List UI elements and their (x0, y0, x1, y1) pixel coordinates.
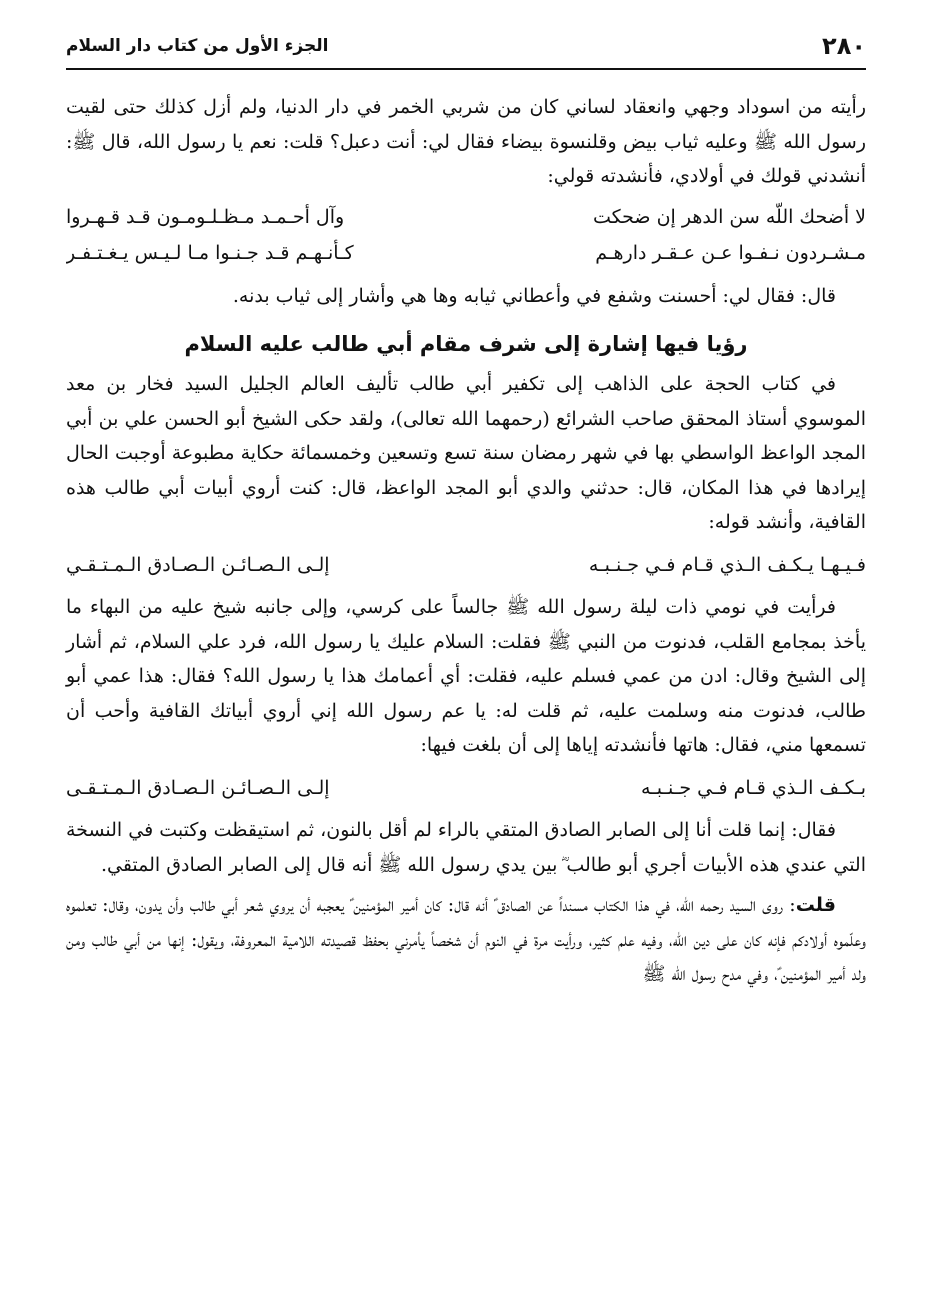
section-intro-paragraph: في كتاب الحجة على الذاهب إلى تكفير أبي طالب تأليف العالم الجليل السيد فخار بن معد الموسوي أستاذ المحقق صاحب الشرائع (رحمهما الله تعالى)، ولقد حكى الشيخ أبو الحسن علي بن أبي المجد الواعظ الواسطي بها في شهر رمضان سنة تسع وتسعين وخمسمائة حكاية مطبوعة أوجبت الحال إيرادها في هذا المكان، قال: حدثني والدي أبو المجد الواعظ، قال: كنت أروي أبيات أبي طالب هذه القافية، وأنشد قوله: (66, 373, 866, 533)
page-number: ٢٨٠ (822, 32, 866, 60)
running-title: الجزء الأول من كتاب دار السلام (66, 36, 329, 56)
final-lead-word: قلت (795, 894, 836, 916)
page-header (66, 30, 866, 70)
section-heading: رؤيا فيها إشارة إلى شرف مقام أبي طالب عليه السلام (184, 332, 748, 356)
verse-line (66, 771, 866, 806)
verse-line (66, 200, 866, 235)
dream-paragraph: فرأيت في نومي ذات ليلة رسول الله ﷺ جالساً على كرسي، وإلى جانبه شيخ عليه من البهاء ما يأخذ بمجامع القلب، فدنوت من النبي ﷺ فقلت: السلام عليك يا رسول الله، فرد علي السلام، ثم أشار إلى الشيخ وقال: ادن من عمي فسلم عليه، فقلت: أي أعمامك هذا يا رسول الله؟ فقال: هذا عمي أبو طالب، فدنوت منه وسلمت عليه، ثم قلت له: يا عم رسول الله إني أروي أبياتك القافية وأحب أن تسمعها مني، فقال: هاتها فأنشدته إياها إلى أن بلغت فيها: (66, 596, 866, 756)
verse-second-hemistich: كـأنـهـم قـد جـنـوا مـا لـيـس يـغـتـفـر (66, 242, 354, 264)
final-paragraph-text: : روى السيد رحمه الله، في هذا الكتاب مسنداً عن الصادق ؑ أنه قال: كان أمير المؤمنين ؑ يعجبه أن يروي شعر أبي طالب وأن يدون، وقال: تعلموه وعلّموه أولادكم فإنه كان على دين الله، وفيه علم كثير، ورأيت مرة في النوم أن شخصاً يأمرني بحفظ قصيدته اللامية المعروفة، ويقول: إنها من أبي طالب ومن ولد أمير المؤمنين ؑ، وفي مدح رسول الله ﷺ (66, 894, 866, 985)
verse-second-hemistich: وآل أحـمـد مـظـلـومـون قـد قـهـروا (66, 205, 345, 228)
verse-first-hemistich: بـكـف الـذي قـام فـي جـنـبـه (640, 776, 866, 799)
opening-paragraph: رأيته من اسوداد وجهي وانعقاد لساني كان من شربي الخمر في دار الدنيا، ولم أزل كذلك حتى لقيت رسول الله ﷺ وعليه ثياب بيض وقلنسوة بيضاء فقال لي: أنت دعبل؟ قلت: نعم يا رسول الله، قال ﷺ: أنشدني قولك في أولادي، فأنشدته قولي: (66, 96, 866, 187)
verse-second-hemistich: إلـى الـصـائـن الـصـادق الـمـتـقـى (66, 776, 330, 799)
book-page (66, 30, 866, 1280)
opening-closing-paragraph: قال: فقال لي: أحسنت وشفع في وأعطاني ثيابه وها هي وأشار إلى ثياب بدنه. (232, 284, 836, 307)
page-body (66, 90, 866, 992)
verse-second-hemistich: إلـى الـصـائـن الـصـادق الـمـتـقـي (66, 553, 330, 576)
verse-line (66, 548, 866, 583)
verse-first-hemistich: فـيـهـا يـكـف الـذي قـام فـي جـنـبـه (588, 553, 866, 576)
verse-first-hemistich: لا أضحك اللّه سن الدهر إن ضحكت (592, 205, 866, 228)
verse-line (66, 236, 866, 271)
final-paragraph (66, 888, 866, 992)
opening-verses (66, 200, 866, 271)
verse-first-hemistich: مـشـردون نـفـوا عـن عـقـر دارهـم (595, 242, 866, 264)
reply-paragraph: فقال: إنما قلت أنا إلى الصابر الصادق المتقي بالراء لم أقل بالنون، ثم استيقظت وكتبت في النسخة التي عندي هذه الأبيات أجري أبو طالب ؓ بين يدي رسول الله ﷺ أنه قال إلى الصابر الصادق المتقي. (66, 819, 866, 876)
